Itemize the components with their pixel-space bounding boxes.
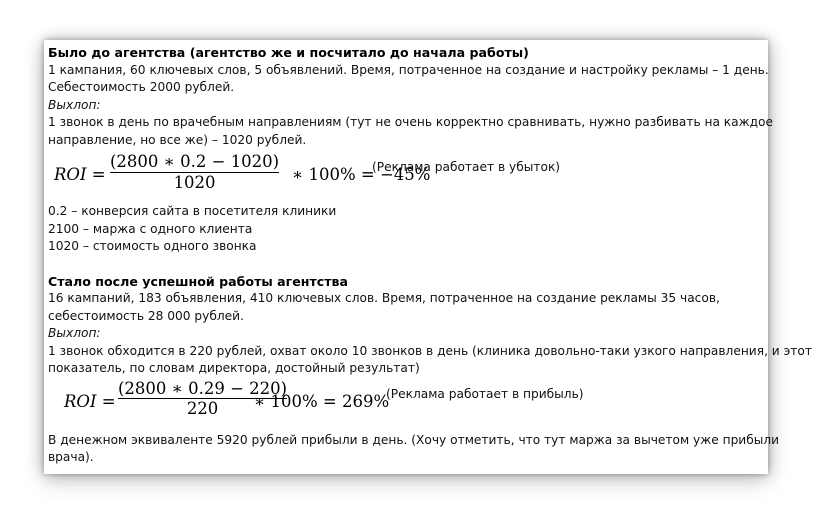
formula2-lhs: ROI = xyxy=(64,391,116,411)
section-spacer xyxy=(48,256,764,273)
section1-line3: 1 звонок в день по врачебным направлениям (тут не очень корректно сравнивать, нужно разбивать на каждое xyxy=(48,115,774,129)
formula1-denominator: 1020 xyxy=(173,172,216,192)
section2-line6: врача). xyxy=(48,450,94,464)
section2-line5: В денежном эквиваленте 5920 рублей прибыли в день. (Хочу отметить, что тут маржа за вычетом уже прибыли xyxy=(48,432,780,447)
section2-formula xyxy=(48,378,764,428)
formula1-note: (Реклама работает в убыток) xyxy=(372,160,561,174)
formula1-rhs: ∗ 100% = −45% xyxy=(292,165,431,184)
formula1-numerator: (2800 ∗ 0.2 − 1020) xyxy=(110,152,280,171)
section1-legend-conversion: 0.2 – конверсия сайта в посетителя клиники xyxy=(48,204,337,218)
section2-line2: себестоимость 28 000 рублей. xyxy=(48,308,244,323)
formula2-note: (Реклама работает в прибыль) xyxy=(386,386,584,401)
section1-legend-call-cost: 1020 – стоимость одного звонка xyxy=(48,239,257,253)
section1-formula xyxy=(48,153,764,199)
formula2-numerator: (2800 ∗ 0.29 − 220) xyxy=(118,378,288,398)
formula2-denominator: 220 xyxy=(186,399,219,418)
section1-outcome-label: Выхлоп: xyxy=(48,97,101,112)
formula1-lhs: ROI = xyxy=(54,165,106,184)
formula2-rhs: ∗ 100% = 269% xyxy=(254,391,390,411)
document-content xyxy=(48,44,812,467)
section1-line4: направление, но все же) – 1020 рублей. xyxy=(48,132,307,147)
section2-line3: 1 звонок обходится в 220 рублей, охват около 10 звонков в день (клиника довольно-таки узкого направления, и этот xyxy=(48,343,812,358)
section2-outcome-label: Выхлоп: xyxy=(48,326,101,340)
section2-line4: показатель, по словам директора, достойный результат) xyxy=(48,361,420,375)
section1-line1: 1 кампания, 60 ключевых слов, 5 объявлений. Время, потраченное на создание и настройку рекламы – 1 день. xyxy=(48,62,769,77)
section1-heading: Было до агентства (агентство же и посчитало до начала работы) xyxy=(48,45,529,60)
section1-line2: Себестоимость 2000 рублей. xyxy=(48,80,235,94)
formula1-fraction xyxy=(110,153,279,191)
section1-legend-margin: 2100 – маржа с одного клиента xyxy=(48,221,253,236)
section2-line1: 16 кампаний, 183 объявления, 410 ключевых слов. Время, потраченное на создание рекламы 35 часов, xyxy=(48,291,720,305)
section2-heading: Стало после успешной работы агентства xyxy=(48,273,349,289)
document-card xyxy=(44,40,812,474)
